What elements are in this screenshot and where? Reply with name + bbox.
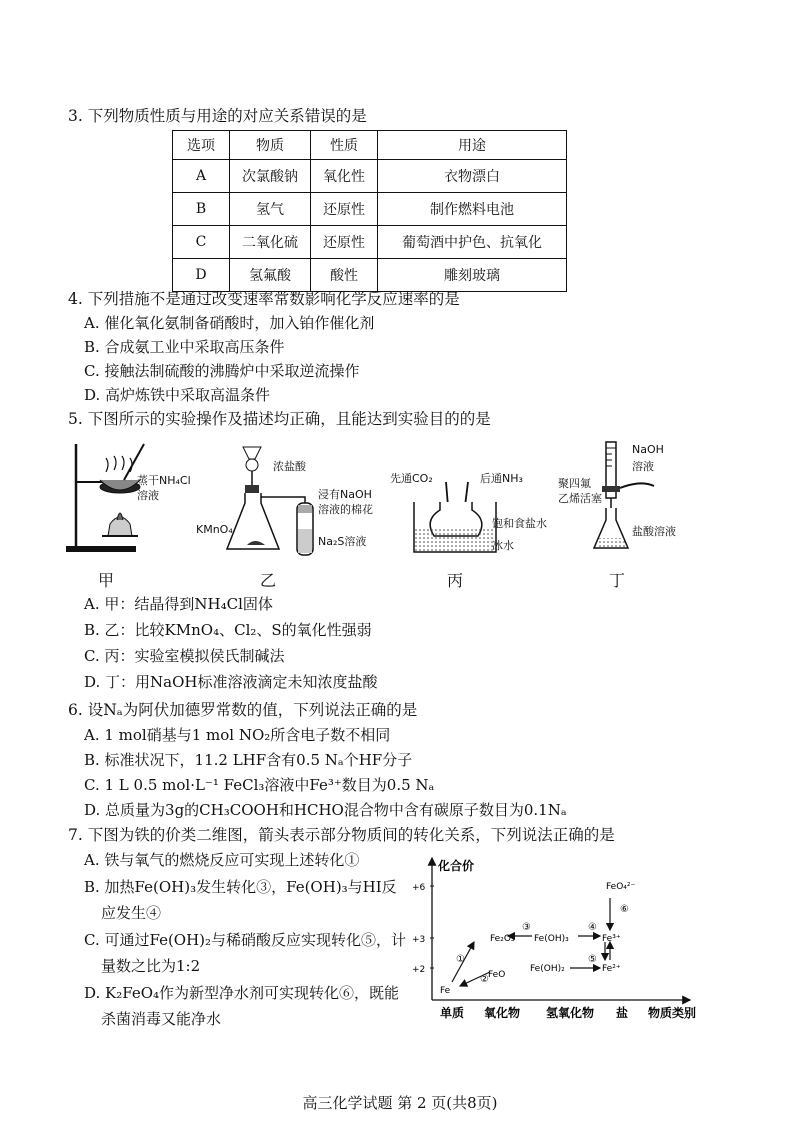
cell: 氢氟酸 — [230, 259, 311, 292]
point-label: FeO — [488, 970, 506, 980]
cell: A — [173, 160, 230, 193]
q7-option-c-cont: 量数之比为1:2 — [101, 957, 201, 975]
q7-stem: 7. 下图为铁的价类二维图，箭头表示部分物质间的转化关系，下列说法正确的是 — [68, 826, 615, 844]
caption-ding: 丁 — [609, 571, 626, 590]
arrow-label: ④ — [588, 922, 597, 933]
point-label: Fe(OH)₃ — [534, 934, 569, 944]
q6-stem: 6. 设Nₐ为阿伏加德罗常数的值，下列说法正确的是 — [68, 701, 418, 719]
cell: 葡萄酒中护色、抗氧化 — [378, 226, 567, 259]
q3-table — [172, 130, 567, 292]
point-label: Fe(OH)₂ — [530, 964, 565, 974]
caption-yi: 乙 — [260, 571, 277, 590]
table-row — [173, 160, 567, 193]
y-axis-title: 化合价 — [438, 859, 475, 873]
cell: 还原性 — [311, 226, 378, 259]
cell: 氢气 — [230, 193, 311, 226]
label-ptfe-stopcock: 聚四氟 — [558, 477, 591, 490]
point-label: Fe₂O₃ — [490, 934, 515, 944]
apparatus-bing-figure — [410, 480, 500, 555]
q6-option-c: C. 1 L 0.5 mol·L⁻¹ FeCl₃溶液中Fe³⁺数目为0.5 Nₐ — [84, 776, 435, 794]
header-option: 选项 — [173, 131, 230, 160]
q3-stem: 3. 下列物质性质与用途的对应关系错误的是 — [68, 107, 367, 125]
q5-option-c: C. 丙：实验室模拟侯氏制碱法 — [84, 647, 285, 665]
arrow-label: ⑤ — [588, 954, 597, 965]
caption-jia: 甲 — [98, 571, 115, 590]
q6-option-d: D. 总质量为3g的CH₃COOH和HCHO混合物中含有碳原子数目为0.1Nₐ — [84, 801, 567, 819]
y-tick-label: +6 — [412, 883, 426, 893]
cell: D — [173, 259, 230, 292]
q4-option-b: B. 合成氨工业中采取高压条件 — [84, 338, 285, 356]
table-header — [173, 131, 567, 160]
label-naoh-burette: NaOH — [632, 443, 664, 456]
q6-option-a: A. 1 mol硝基与1 mol NO₂所含电子数不相同 — [84, 726, 391, 744]
table-row — [173, 259, 567, 292]
page-footer: 高三化学试题 第 2 页(共8页) — [302, 1094, 498, 1112]
q6-option-b: B. 标准状况下，11.2 LHF含有0.5 Nₐ个HF分子 — [84, 751, 413, 769]
point-label: Fe — [440, 986, 451, 996]
cell: 酸性 — [311, 259, 378, 292]
q7-option-d: D. K₂FeO₄作为新型净水剂可实现转化⑥，既能 — [84, 984, 400, 1002]
x-tick-label: 氧化物 — [484, 1006, 521, 1020]
cell: C — [173, 226, 230, 259]
arrow-label: ③ — [522, 922, 531, 933]
label-nh4cl: 蒸干NH₄Cl — [137, 474, 191, 487]
cell: 衣物漂白 — [378, 160, 567, 193]
q4-option-c: C. 接触法制硫酸的沸腾炉中采取逆流操作 — [84, 362, 360, 380]
y-tick-label: +2 — [412, 965, 426, 975]
header-use: 用途 — [378, 131, 567, 160]
cell: B — [173, 193, 230, 226]
q5-option-b: B. 乙：比较KMnO₄、Cl₂、S的氧化性强弱 — [84, 621, 372, 639]
cell: 二氧化硫 — [230, 226, 311, 259]
label-co2-first: 先通CO₂ — [390, 472, 433, 485]
point-label: Fe²⁺ — [602, 964, 621, 974]
label-ice-water: 冰水 — [492, 539, 514, 552]
cell: 氧化性 — [311, 160, 378, 193]
label-conc-hcl: 浓盐酸 — [273, 460, 306, 473]
label-ptfe-stopcock-2: 乙烯活塞 — [558, 492, 602, 505]
label-nh4cl-2: 溶液 — [137, 489, 159, 502]
cell: 雕刻玻璃 — [378, 259, 567, 292]
label-na2s: Na₂S溶液 — [318, 535, 367, 548]
label-brine: 饱和食盐水 — [492, 517, 547, 530]
y-tick-label: +3 — [412, 935, 426, 945]
point-label: Fe³⁺ — [602, 934, 621, 944]
q7-option-b: B. 加热Fe(OH)₃发生转化③，Fe(OH)₃与HI反 — [84, 878, 397, 896]
q4-option-d: D. 高炉炼铁中采取高温条件 — [84, 386, 271, 404]
table-row — [173, 193, 567, 226]
x-axis-title: 物质类别 — [648, 1006, 697, 1020]
label-hcl-solution: 盐酸溶液 — [632, 525, 676, 538]
arrow-label: ⑥ — [620, 904, 629, 915]
cell: 次氯酸钠 — [230, 160, 311, 193]
label-kmno4: KMnO₄ — [196, 523, 233, 536]
q7-option-a: A. 铁与氧气的燃烧反应可实现上述转化① — [84, 851, 360, 869]
header-property: 性质 — [311, 131, 378, 160]
x-tick-label: 单质 — [440, 1006, 465, 1020]
q7-option-c: C. 可通过Fe(OH)₂与稀硝酸反应实现转化⑤，计 — [84, 931, 407, 949]
cell: 制作燃料电池 — [378, 193, 567, 226]
label-nh3-after: 后通NH₃ — [480, 472, 523, 485]
table-row — [173, 226, 567, 259]
caption-bing: 丙 — [447, 571, 464, 590]
label-naoh-cotton-2: 溶液的棉花 — [318, 503, 373, 516]
q4-stem: 4. 下列措施不是通过改变速率常数影响化学反应速率的是 — [68, 290, 460, 308]
x-tick-label: 盐 — [616, 1006, 629, 1020]
x-tick-label: 氢氧化物 — [546, 1006, 595, 1020]
q7-option-b-cont: 应发生④ — [101, 904, 162, 922]
arrow-label: ② — [480, 974, 489, 985]
q4-option-a: A. 催化氧化氨制备硝酸时，加入铂作催化剂 — [84, 314, 375, 332]
iron-valence-chart — [410, 850, 700, 1025]
q5-stem: 5. 下图所示的实验操作及描述均正确，且能达到实验目的的是 — [68, 410, 491, 428]
arrow-label: ① — [456, 954, 465, 965]
q5-option-a: A. 甲：结晶得到NH₄Cl固体 — [84, 595, 273, 613]
cell: 还原性 — [311, 193, 378, 226]
label-naoh-burette-2: 溶液 — [632, 460, 654, 473]
header-substance: 物质 — [230, 131, 311, 160]
q5-option-d: D. 丁：用NaOH标准溶液滴定未知浓度盐酸 — [84, 673, 378, 691]
label-naoh-cotton: 浸有NaOH — [318, 488, 372, 501]
point-label: FeO₄²⁻ — [606, 882, 636, 892]
q7-option-d-cont: 杀菌消毒又能净水 — [101, 1010, 222, 1028]
